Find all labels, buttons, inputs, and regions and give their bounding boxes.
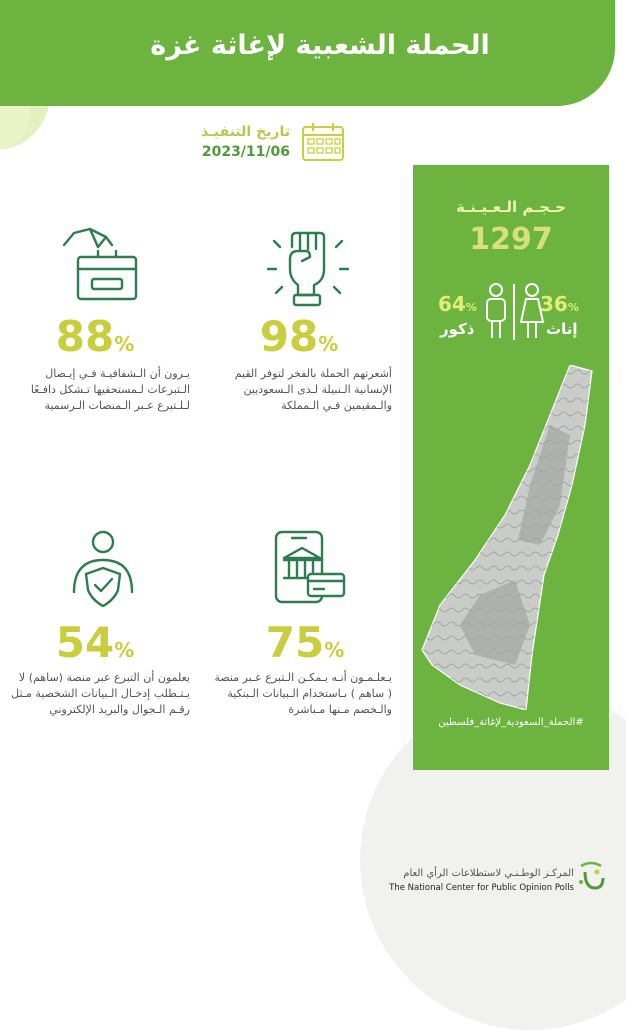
male-percentage: 64% (438, 292, 477, 316)
sample-size-label: حـجـم الـعـيـنـة (456, 198, 566, 216)
stat-description: يـعلـمـون أنـه يـمكـن الـتبرع عـبر منصة ( ساهم ) بـاستخدام الـبيانات الـبنكية والـخصم مـنها مـباشرة (214, 671, 392, 716)
stat-value: 54% (55, 618, 135, 667)
stat-description: يـرون أن الـشفافيـة فـي إيـصال الـتبرعات لـمستحقيها تـشكل دافـعًا لـلـتبرع عـبر الـمنصات الـرسمية (30, 367, 190, 412)
organization-logo (575, 858, 609, 894)
stat-value: 75% (265, 618, 345, 667)
sample-size-value: 1297 (469, 222, 553, 257)
footer-org-arabic: المركـز الوطـنـي لاستطلاعات الرأي العام (403, 868, 574, 879)
stat-value: 88% (55, 312, 135, 361)
date-value: 2023/11/06 (201, 144, 290, 160)
stat-value: 98% (259, 312, 339, 361)
donation-box-icon (60, 223, 142, 305)
hashtag: #الحملة_السعودية_لإغاثة_فلسطين (438, 717, 584, 728)
raised-fist-icon (262, 225, 354, 309)
female-label: إناث (546, 320, 578, 338)
footer-org-english: The National Center for Public Opinion Polls (389, 883, 574, 893)
mobile-bank-icon (272, 530, 348, 606)
page-title: الحملة الشعبية لإغاثة غزة (150, 30, 490, 61)
male-label: ذكور (440, 320, 475, 338)
gaza-map (420, 365, 595, 710)
calendar-icon (300, 121, 346, 163)
date-label: تاريخ التنفيـذ (201, 124, 290, 140)
protected-user-icon (68, 530, 138, 610)
female-percentage: 36% (540, 292, 579, 316)
gender-icon (482, 282, 546, 342)
stat-description: أشعرتهم الحملة بالفخر لتوفر القيم الإنسانية الـنبيلة لـدى الـسعوديين والـمقيمين فـي الـمملكة (234, 367, 392, 412)
stat-description: يعلمون أن التبرع عبر منصة (ساهم) لا يـتـطلب إدخـال الـبيانات الشخصية مـثل رقـم الـجوال والبريد الإلكتروني (11, 671, 190, 716)
